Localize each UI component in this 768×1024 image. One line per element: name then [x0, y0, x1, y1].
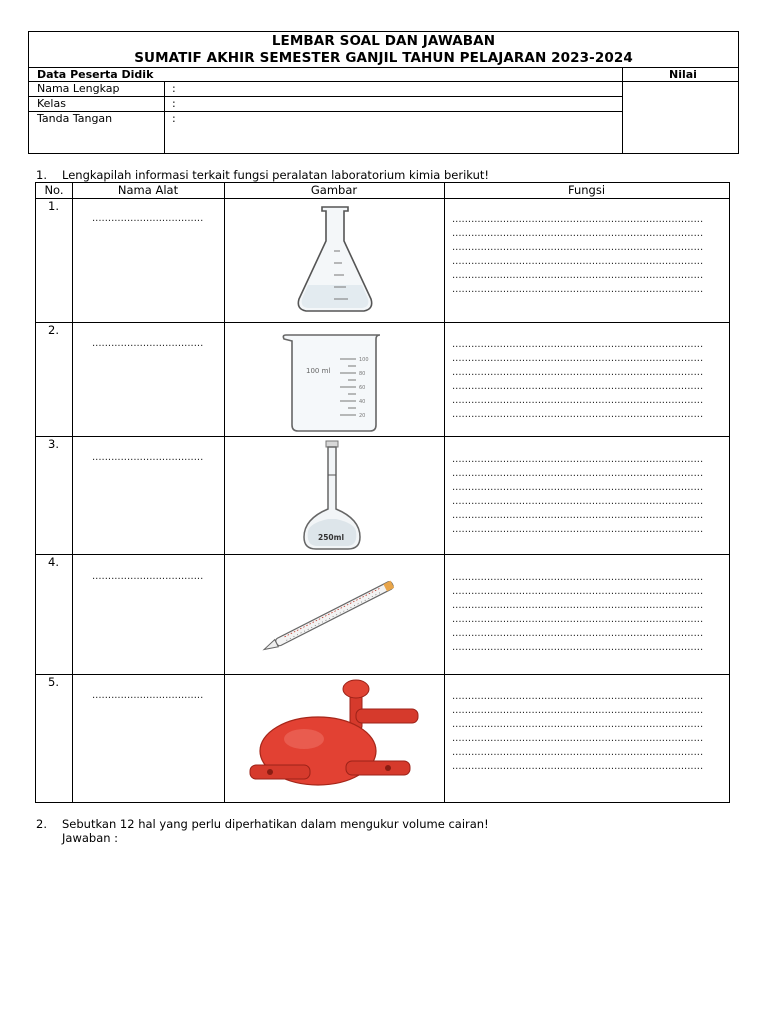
function-blank[interactable]: ...............................................................................	[452, 468, 704, 479]
student-header-box	[28, 31, 739, 154]
function-blank[interactable]: ...............................................................................	[452, 586, 704, 597]
field-colon: :	[172, 97, 176, 110]
function-blank[interactable]: ...............................................................................	[452, 496, 704, 507]
name-answer-blank[interactable]: ...................................	[92, 452, 204, 463]
question-2-number: 2.	[36, 817, 47, 831]
function-blank[interactable]: ...............................................................................	[452, 482, 704, 493]
row-number: 3.	[48, 437, 59, 451]
divider	[36, 674, 729, 675]
divider	[36, 554, 729, 555]
function-blank[interactable]: ...............................................................................	[452, 242, 704, 253]
title-line-2: SUMATIF AKHIR SEMESTER GANJIL TAHUN PELAJARAN 2023-2024	[134, 50, 633, 66]
divider	[29, 96, 622, 97]
flask-volume-label: 250ml	[318, 533, 345, 542]
row-number: 5.	[48, 675, 59, 689]
function-blank[interactable]: ...............................................................................	[452, 733, 704, 744]
scale-label: 80	[359, 371, 366, 377]
answer-label: Jawaban :	[62, 831, 119, 845]
scale-label: 100	[359, 357, 369, 363]
divider	[36, 322, 729, 323]
function-blank[interactable]: ...............................................................................	[452, 691, 704, 702]
column-header-name: Nama Alat	[117, 183, 179, 197]
function-blank[interactable]: ...............................................................................	[452, 747, 704, 758]
row-number: 4.	[48, 555, 59, 569]
divider	[164, 81, 165, 154]
beaker-volume-label: 100 ml	[306, 367, 331, 375]
title-line-1: LEMBAR SOAL DAN JAWABAN	[271, 33, 496, 49]
name-answer-blank[interactable]: ...................................	[92, 338, 204, 349]
function-blank[interactable]: ...............................................................................	[452, 600, 704, 611]
function-blank[interactable]: ...............................................................................	[452, 642, 704, 653]
function-blank[interactable]: ...............................................................................	[452, 628, 704, 639]
function-blank[interactable]: ...............................................................................	[452, 214, 704, 225]
question-2-text: Sebutkan 12 hal yang perlu diperhatikan dalam mengukur volume cairan!	[62, 817, 489, 831]
divider	[29, 111, 622, 112]
field-label-signature: Tanda Tangan	[37, 112, 113, 125]
function-blank[interactable]: ...............................................................................	[452, 395, 704, 406]
function-blank[interactable]: ...............................................................................	[452, 454, 704, 465]
column-header-function: Fungsi	[567, 183, 606, 197]
function-blank[interactable]: ...............................................................................	[452, 339, 704, 350]
lab-tools-table	[35, 182, 730, 803]
function-blank[interactable]: ...............................................................................	[452, 705, 704, 716]
name-answer-blank[interactable]: ...................................	[92, 213, 204, 224]
function-blank[interactable]: ...............................................................................	[452, 719, 704, 730]
row-number: 2.	[48, 323, 59, 337]
function-blank[interactable]: ...............................................................................	[452, 284, 704, 295]
divider	[36, 198, 729, 199]
student-data-label: Data Peserta Didik	[37, 68, 154, 81]
function-blank[interactable]: ...............................................................................	[452, 353, 704, 364]
divider	[444, 183, 445, 802]
scale-label: 60	[359, 385, 366, 391]
field-label-name: Nama Lengkap	[37, 82, 120, 95]
function-blank[interactable]: ...............................................................................	[452, 524, 704, 535]
pipette-image	[252, 557, 416, 673]
beaker-image	[276, 325, 392, 437]
function-blank[interactable]: ...............................................................................	[452, 256, 704, 267]
field-label-class: Kelas	[37, 97, 66, 110]
divider	[224, 183, 225, 802]
function-blank[interactable]: ...............................................................................	[452, 228, 704, 239]
volumetric-flask-image	[268, 439, 396, 553]
divider	[29, 81, 738, 82]
divider	[72, 183, 73, 802]
pipette-filler-bulb-image	[246, 677, 426, 801]
name-answer-blank[interactable]: ...................................	[92, 571, 204, 582]
question-1-text: Lengkapilah informasi terkait fungsi peralatan laboratorium kimia berikut!	[62, 168, 490, 182]
question-1-number: 1.	[36, 168, 47, 182]
score-label: Nilai	[669, 68, 697, 81]
function-blank[interactable]: ...............................................................................	[452, 367, 704, 378]
function-blank[interactable]: ...............................................................................	[452, 270, 704, 281]
function-blank[interactable]: ...............................................................................	[452, 409, 704, 420]
field-colon: :	[172, 112, 176, 125]
erlenmeyer-flask-image	[276, 201, 394, 321]
column-header-no: No.	[44, 183, 64, 197]
function-blank[interactable]: ...............................................................................	[452, 761, 704, 772]
function-blank[interactable]: ...............................................................................	[452, 510, 704, 521]
column-header-image: Gambar	[310, 183, 358, 197]
scale-label: 20	[359, 413, 366, 419]
function-blank[interactable]: ...............................................................................	[452, 614, 704, 625]
name-answer-blank[interactable]: ...................................	[92, 690, 204, 701]
function-blank[interactable]: ...............................................................................	[452, 572, 704, 583]
row-number: 1.	[48, 199, 59, 213]
field-colon: :	[172, 82, 176, 95]
function-blank[interactable]: ...............................................................................	[452, 381, 704, 392]
scale-label: 40	[359, 399, 366, 405]
